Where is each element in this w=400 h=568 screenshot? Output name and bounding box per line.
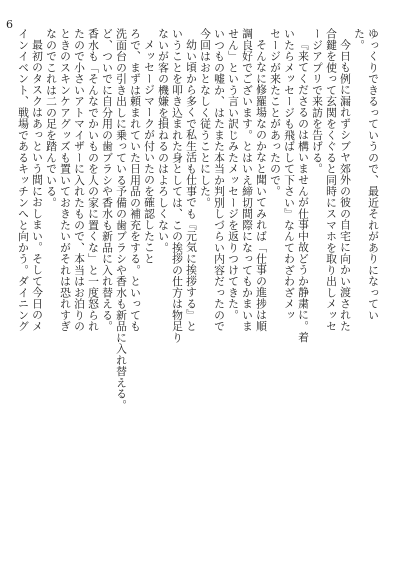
text-column: ときのスキンケアグッズも置いておきたいがそれは恐れすぎ [59,28,72,332]
text-column: ゆっくりできるっていうので、最近それがありになってい [367,28,380,321]
text-column: 調良好でございます。とはいえ締切間際になってもかまいま [241,28,254,332]
text-column: インイベント、戦場であるキッチンへと向かう。ダイニング [17,28,30,332]
text-column: たので小さいアトマイザーに入れたもので、本当はお泊りの [73,28,86,332]
text-column: 香水も「そんなでかいものを人の家に置くな」と一度怒られ [87,28,100,332]
text-column: 『来てくださるのは構いませんが仕事中故どうか静粛に。着 [297,39,310,343]
text-column: 合鍵を使って玄関をくぐると同時にスマホを取り出しメッセ [325,28,338,332]
text-column: ージアプリで来訪を告げる。 [311,28,324,175]
text-column: た。 [353,28,366,51]
page-number: 6 [6,18,13,31]
text-column: なのでこれは二の足を踏んでいる。 [45,28,58,208]
text-column: いうことを叩き込まれた身としては、この挨拶の仕方は物足り [171,28,184,343]
text-column: ど、ついでに自分用の歯ブラシや香水も新品に入れ替える。 [101,28,114,332]
text-column: ろで、まずは頼まれていた日用品の補充をする。といっても [129,28,142,332]
text-column: いつもの嘘か、はたまた本当か判別しづらい内容だったので [213,28,226,332]
text-column: 今日も例に漏れずシブヤ郊外の彼の自宅に向かい渡された [339,39,352,332]
text-column: 最初のタスクはあっという間におしまい。そして今日のメ [31,39,44,332]
text-column: そんなに修羅場なのかなと聞いてみれば「仕事の進捗は順 [255,39,268,332]
text-column: 洗面台の引き出しに乗っている予備の歯ブラシや香水も新品に入れ替える。 [115,28,128,411]
text-column: 幼い頃から多くで私生活も仕事でも『元気に挨拶する』と [185,39,198,332]
text-column: セージが来たことがあったので。 [269,28,282,197]
text-column: せん」という言い訳じみたメッセージを返りつけてきた。 [227,28,240,321]
text-column: いたらメッセージも飛ばして下さい』なんてわざわざメッ [283,28,296,321]
text-column: ないが客の機嫌を損ねるのはよろしくない。 [157,28,170,253]
text-column: メッセージマークが付いたのを確認したこと [143,39,156,264]
text-column: 今回はおとなしく従うことにした。 [199,28,212,208]
